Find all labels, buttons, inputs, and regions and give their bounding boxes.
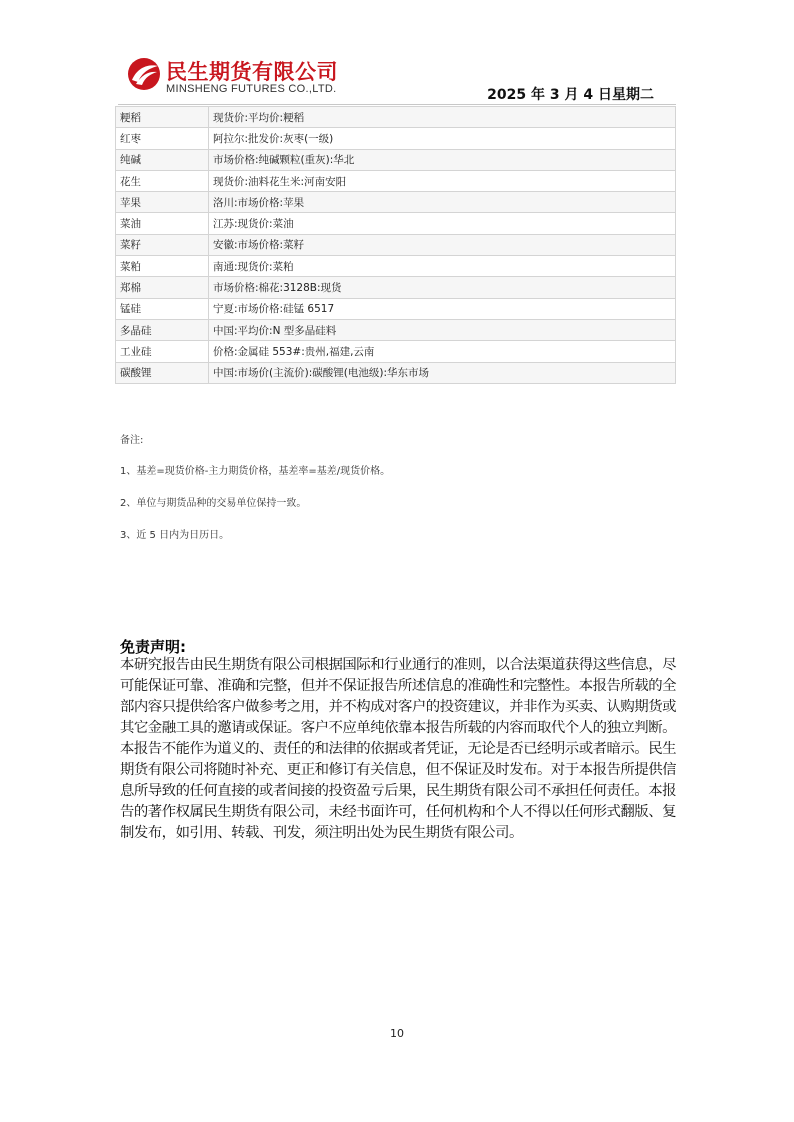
company-name-en: MINSHENG FUTURES CO.,LTD. <box>166 83 337 95</box>
table-row <box>116 319 676 340</box>
commodity-name-cell: 粳稻 <box>116 107 209 128</box>
price-source-cell: 现货价:油料花生米:河南安阳 <box>209 170 676 191</box>
price-source-cell: 江苏:现货价:菜油 <box>209 213 676 234</box>
commodity-name-cell: 碳酸锂 <box>116 362 209 383</box>
table-row <box>116 192 676 213</box>
table-row <box>116 149 676 170</box>
commodity-name-cell: 工业硅 <box>116 341 209 362</box>
table-row <box>116 107 676 128</box>
notes-title: 备注: <box>120 435 144 446</box>
price-source-cell: 中国:市场价(主流价):碳酸锂(电池级):华东市场 <box>209 362 676 383</box>
commodity-name-cell: 纯碱 <box>116 149 209 170</box>
table-row <box>116 213 676 234</box>
minsheng-swoosh-logo-icon <box>126 56 162 92</box>
price-source-cell: 现货价:平均价:粳稻 <box>209 107 676 128</box>
commodity-name-cell: 菜籽 <box>116 234 209 255</box>
table-row <box>116 234 676 255</box>
commodity-name-cell: 花生 <box>116 170 209 191</box>
table-row <box>116 341 676 362</box>
price-source-cell: 南通:现货价:菜粕 <box>209 256 676 277</box>
header-divider <box>118 104 676 105</box>
price-source-cell: 阿拉尔:批发价:灰枣(一级) <box>209 128 676 149</box>
disclaimer-title: 免责声明: <box>120 638 186 656</box>
price-source-cell: 价格:金属硅 553#:贵州,福建,云南 <box>209 341 676 362</box>
price-source-cell: 市场价格:棉花:3128B:现货 <box>209 277 676 298</box>
commodity-name-cell: 红枣 <box>116 128 209 149</box>
price-source-cell: 中国:平均价:N 型多晶硅料 <box>209 319 676 340</box>
commodity-name-cell: 菜油 <box>116 213 209 234</box>
price-source-cell: 市场价格:纯碱颗粒(重灰):华北 <box>209 149 676 170</box>
table-row <box>116 298 676 319</box>
price-source-cell: 安徽:市场价格:菜籽 <box>209 234 676 255</box>
commodity-name-cell: 苹果 <box>116 192 209 213</box>
company-name-cn: 民生期货有限公司 <box>166 60 338 84</box>
table-row <box>116 128 676 149</box>
company-logo <box>126 56 366 100</box>
note-item-3: 3、近 5 日内为日历日。 <box>120 530 230 541</box>
disclaimer-body: 本研究报告由民生期货有限公司根据国际和行业通行的准则，以合法渠道获得这些信息，尽可能保证可靠、准确和完整，但并不保证报告所述信息的准确性和完整性。本报告所载的全部内容只提供给客户做参考之用，并不构成对客户的投资建议，并非作为买卖、认购期货或其它金融工具的邀请或保证。客户不应单纯依靠本报告所载的内容而取代个人的独立判断。本报告不能作为道义的、责任的和法律的依据或者凭证，无论是否已经明示或者暗示。民生期货有限公司将随时补充、更正和修订有关信息，但不保证及时发布。对于本报告所提供信息所导致的任何直接的或者间接的投资盈亏后果，民生期货有限公司不承担任何责任。本报告的著作权属民生期货有限公司，未经书面许可，任何机构和个人不得以任何形式翻版、复制发布，如引用、转载、刊发，须注明出处为民生期货有限公司。 <box>120 657 676 841</box>
report-date: 2025 年 3 月 4 日星期二 <box>487 87 654 103</box>
table-row <box>116 256 676 277</box>
commodity-name-cell: 锰硅 <box>116 298 209 319</box>
price-source-cell: 宁夏:市场价格:硅锰 6517 <box>209 298 676 319</box>
commodity-name-cell: 多晶硅 <box>116 319 209 340</box>
note-item-1: 1、基差=现货价格-主力期货价格，基差率=基差/现货价格。 <box>120 466 391 477</box>
table-row <box>116 277 676 298</box>
table-row <box>116 362 676 383</box>
table-row <box>116 170 676 191</box>
price-source-cell: 洛川:市场价格:苹果 <box>209 192 676 213</box>
commodity-name-cell: 郑棉 <box>116 277 209 298</box>
note-item-2: 2、单位与期货品种的交易单位保持一致。 <box>120 498 307 509</box>
page-number: 10 <box>390 1027 404 1040</box>
price-source-table <box>115 106 676 384</box>
commodity-name-cell: 菜粕 <box>116 256 209 277</box>
